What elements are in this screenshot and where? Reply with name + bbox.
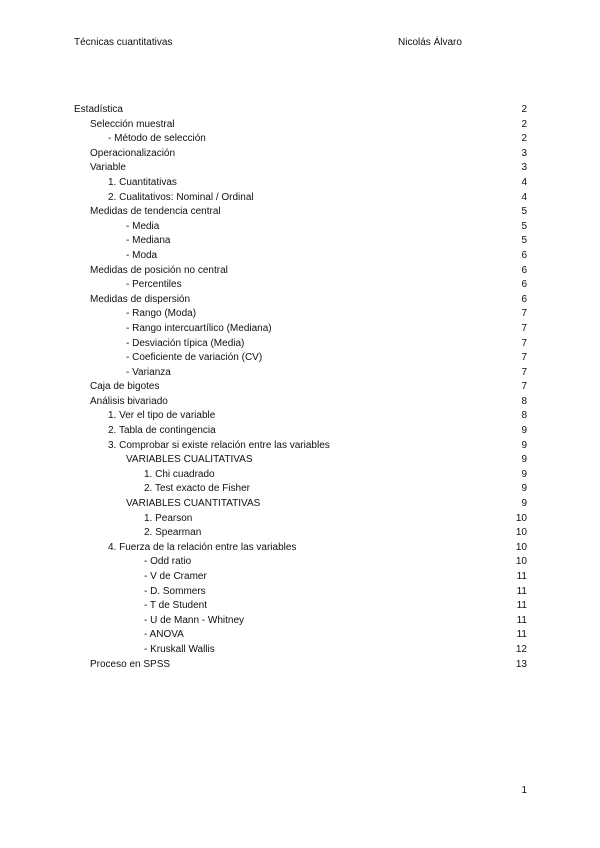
footer-page-number: 1 [521, 785, 527, 796]
toc-entry-title: Variable [90, 162, 126, 174]
header-course-title: Técnicas cuantitativas [74, 37, 173, 48]
toc-entry-title: - Rango (Moda) [126, 308, 197, 320]
toc-entry-page: 9 [521, 439, 527, 451]
toc-row[interactable] [0, 147, 600, 162]
toc-row[interactable] [0, 628, 600, 643]
toc-row[interactable] [0, 278, 600, 293]
toc-entry-title: - Rango intercuartílico (Mediana) [126, 322, 272, 334]
toc-entry-page: 11 [516, 585, 527, 597]
toc-row[interactable] [0, 351, 600, 366]
toc-entry-page: 9 [521, 454, 527, 466]
toc-entry-page: 11 [516, 571, 527, 582]
toc-row[interactable] [0, 585, 600, 600]
toc-entry-page: 3 [521, 147, 527, 159]
toc-row[interactable] [0, 541, 600, 556]
toc-row[interactable] [0, 380, 600, 395]
toc-entry-page: 10 [515, 512, 527, 524]
toc-row[interactable] [0, 555, 600, 570]
toc-entry-title: 1. Pearson [144, 512, 193, 524]
toc-row[interactable] [0, 599, 600, 614]
toc-entry-page: 7 [521, 322, 527, 334]
toc-row[interactable] [0, 570, 600, 585]
toc-entry-title: Análisis bivariado [90, 395, 168, 407]
table-of-contents [0, 103, 600, 672]
toc-entry-page: 5 [521, 206, 527, 218]
toc-entry-page: 7 [521, 381, 527, 393]
toc-row[interactable] [0, 264, 600, 279]
toc-row[interactable] [0, 220, 600, 235]
toc-row[interactable] [0, 643, 600, 658]
toc-entry-page: 6 [521, 249, 527, 261]
toc-entry-title: 1. Ver el tipo de variable [108, 410, 216, 422]
toc-entry-title: - V de Cramer [144, 571, 207, 582]
toc-entry-page: 2 [521, 133, 527, 145]
header-author: Nicolás Álvaro [398, 37, 462, 48]
toc-entry-title: - Kruskall Wallis [144, 643, 215, 655]
toc-entry-title: - T de Student [144, 600, 208, 612]
toc-entry-page: 7 [521, 366, 527, 378]
toc-entry-page: 5 [521, 220, 527, 232]
toc-entry-page: 6 [521, 279, 527, 291]
toc-row[interactable] [0, 132, 600, 147]
toc-entry-page: 11 [516, 614, 527, 626]
toc-row[interactable] [0, 307, 600, 322]
toc-entry-page: 4 [521, 191, 527, 203]
toc-entry-title: Medidas de tendencia central [90, 206, 221, 218]
toc-row[interactable] [0, 249, 600, 264]
toc-row[interactable] [0, 439, 600, 454]
toc-entry-page: 9 [521, 498, 527, 510]
toc-entry-page: 6 [521, 264, 527, 276]
toc-entry-page: 9 [521, 468, 527, 480]
toc-entry-title: - Odd ratio [144, 556, 192, 568]
toc-entry-page: 10 [515, 541, 527, 553]
toc-row[interactable] [0, 512, 600, 527]
toc-entry-title: 2. Spearman [144, 527, 202, 539]
toc-entry-page: 12 [515, 643, 527, 655]
toc-entry-page: 9 [521, 425, 527, 437]
toc-entry-title: - Desviación típica (Media) [126, 337, 245, 349]
toc-row[interactable] [0, 205, 600, 220]
toc-entry-page: 10 [515, 527, 527, 539]
toc-entry-page: 8 [521, 410, 527, 422]
toc-entry-title: 2. Test exacto de Fisher [144, 483, 250, 495]
toc-entry-title: - Mediana [126, 235, 171, 247]
toc-row[interactable] [0, 526, 600, 541]
toc-entry-title: - Media [126, 220, 160, 232]
toc-entry-title: Medidas de dispersión [90, 293, 191, 305]
toc-entry-title: - D. Sommers [144, 585, 206, 597]
toc-entry-title: - ANOVA [144, 629, 184, 641]
toc-entry-page: 9 [521, 483, 527, 495]
toc-entry-page: 6 [521, 293, 527, 305]
toc-row[interactable] [0, 366, 600, 381]
toc-entry-page: 13 [515, 658, 527, 670]
toc-row[interactable] [0, 497, 600, 512]
toc-row[interactable] [0, 409, 600, 424]
toc-entry-page: 11 [516, 629, 527, 641]
toc-entry-page: 3 [521, 162, 527, 174]
toc-entry-title: VARIABLES CUALITATIVAS [126, 454, 253, 466]
toc-entry-page: 7 [521, 308, 527, 320]
toc-entry-title: Operacionalización [90, 147, 176, 159]
toc-row[interactable] [0, 161, 600, 176]
toc-entry-page: 4 [521, 176, 527, 188]
toc-entry-title: 3. Comprobar si existe relación entre las variables [108, 439, 330, 451]
toc-entry-page: 11 [516, 600, 527, 612]
toc-row[interactable] [0, 453, 600, 468]
toc-entry-title: 2. Tabla de contingencia [108, 425, 216, 437]
toc-entry-title: Medidas de posición no central [90, 264, 228, 276]
toc-entry-title: Proceso en SPSS [90, 658, 171, 670]
toc-entry-title: - Coeficiente de variación (CV) [126, 352, 263, 364]
toc-row[interactable] [0, 614, 600, 629]
toc-row[interactable] [0, 337, 600, 352]
toc-entry-title: - U de Mann - Whitney [144, 614, 245, 626]
toc-row[interactable] [0, 395, 600, 410]
toc-row[interactable] [0, 234, 600, 249]
toc-entry-title: VARIABLES CUANTITATIVAS [126, 498, 261, 510]
toc-row[interactable] [0, 658, 600, 673]
toc-row[interactable] [0, 176, 600, 191]
toc-row[interactable] [0, 468, 600, 483]
toc-entry-page: 5 [521, 235, 527, 247]
toc-entry-title: - Varianza [126, 366, 171, 378]
toc-entry-title: Estadística [74, 104, 123, 115]
toc-entry-title: 2. Cualitativos: Nominal / Ordinal [108, 191, 254, 203]
toc-entry-page: 7 [521, 352, 527, 364]
toc-row[interactable] [0, 103, 600, 118]
toc-entry-title: 1. Cuantitativas [108, 176, 177, 188]
toc-entry-title: - Moda [126, 249, 158, 261]
toc-entry-page: 2 [521, 118, 527, 130]
toc-row[interactable] [0, 293, 600, 308]
toc-row[interactable] [0, 424, 600, 439]
toc-entry-title: 4. Fuerza de la relación entre las variables [108, 541, 297, 553]
toc-entry-page: 7 [521, 337, 527, 349]
toc-entry-page: 10 [515, 556, 527, 568]
toc-row[interactable] [0, 118, 600, 133]
toc-entry-title: 1. Chi cuadrado [144, 468, 215, 480]
toc-entry-title: Selección muestral [90, 118, 175, 130]
toc-entry-title: - Método de selección [108, 133, 206, 145]
toc-entry-page: 8 [521, 395, 527, 407]
toc-row[interactable] [0, 482, 600, 497]
toc-entry-page: 2 [521, 104, 527, 115]
toc-entry-title: - Percentiles [126, 279, 182, 291]
toc-entry-title: Caja de bigotes [90, 381, 160, 393]
toc-row[interactable] [0, 191, 600, 206]
toc-row[interactable] [0, 322, 600, 337]
